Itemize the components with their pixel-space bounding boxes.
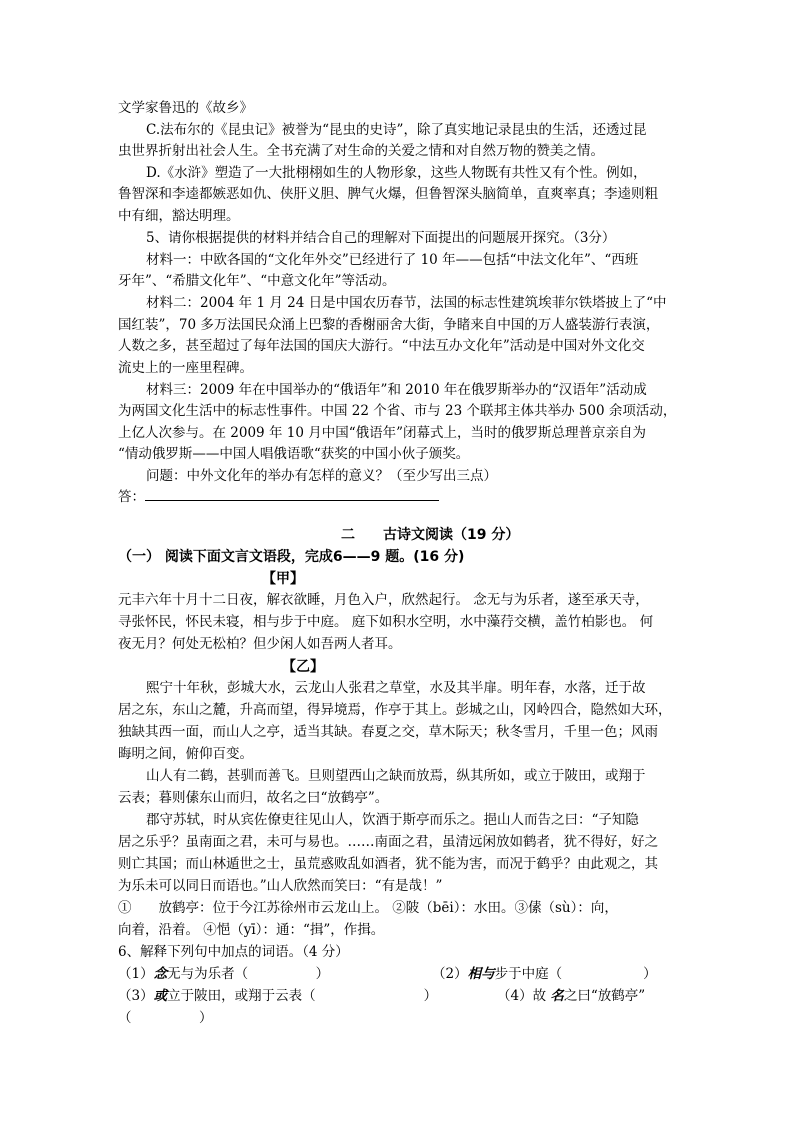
q6-item-2-text[interactable]: 步于中庭（ ）: [494, 966, 657, 982]
material-3-line-1: 材料三：2009 年在中国举办的“俄语年”和 2010 年在俄罗斯举办的“汉语年”活动成: [146, 382, 647, 398]
option-b-tail: 文学家鲁迅的《故乡》: [118, 100, 253, 116]
q6-item-4-key-word: 名: [550, 988, 564, 1004]
yi-label: 【乙】: [282, 659, 324, 675]
q6-item-3-text[interactable]: 立于陂田，或翔于云表（ ）: [167, 988, 438, 1004]
option-d-line-1: D.《水浒》塑造了一大批栩栩如生的人物形象，这些人物既有共性又有个性。例如，: [146, 165, 647, 181]
option-c-line-1: C.法布尔的《昆虫记》被誉为“昆虫的史诗”，除了真实地记录昆虫的生活，还透过昆: [146, 122, 647, 138]
answer-label: 答：: [118, 489, 145, 505]
yi-line-4: 晦明之间，俯仰百变。: [118, 746, 253, 762]
jia-line-1: 元丰六年十月十二日夜，解衣欲睡，月色入户，欣然起行。 念无与为乐者，遂至承天寺，: [118, 592, 649, 608]
option-c-line-2: 虫世界折射出社会人生。全书充满了对生命的关爱之情和对自然万物的赞美之情。: [118, 143, 604, 159]
notes-line-1: ① 放鹤亭：位于今江苏徐州市云龙山上。 ②陂（bēi）：水田。③傃（sù）：向，: [118, 900, 618, 916]
q6-item-4-text: 之曰“放鹤亭”: [563, 988, 646, 1004]
yi-line-8: 居之乐乎？虽南面之君，未可与易也。……南面之君，虽清远闲放如鹤者，犹不得好，好之: [118, 834, 658, 850]
q6-item-4-blank[interactable]: （ ）: [118, 1010, 213, 1026]
yi-line-10: 为乐未可以同日而语也。”山人欣然而笑曰：“有是哉！”: [118, 878, 443, 894]
option-d-line-2: 鲁智深和李逵都嫉恶如仇、侠肝义胆、脾气火爆，但鲁智深头脑简单，直爽率真；李逵则粗: [118, 186, 658, 202]
q6-item-2: [432, 964, 657, 984]
jia-line-2: 寻张怀民，怀民未寝，相与步于中庭。 庭下如积水空明，水中藻荇交横，盖竹柏影也。 何: [118, 614, 654, 630]
q6-item-1-text[interactable]: 无与为乐者（ ）: [167, 966, 330, 982]
yi-line-2: 居之东，东山之麓，升高而望，得异境焉，作亭于其上。彭城之山，冈岭四合，隐然如大环，: [118, 702, 672, 718]
q6-item-4-number: （4）故: [497, 988, 551, 1004]
q6-prompt: 6、解释下列句中加点的词语。（4 分）: [118, 944, 349, 960]
material-1-line-1: 材料一：中欧各国的“文化年外交”已经进行了 10 年——包括“中法文化年”、“西班: [146, 252, 639, 268]
material-2-line-1: 材料二：2004 年 1 月 24 日是中国农历春节，法国的标志性建筑埃菲尔铁塔披上了“中: [146, 295, 667, 311]
answer-row: [118, 486, 439, 507]
material-2-line-4: 流史上的一座里程碑。: [118, 360, 253, 376]
q6-item-3-number: （3）: [118, 988, 154, 1004]
jia-label: 【甲】: [262, 571, 304, 587]
material-2-line-3: 人数之多，甚至超过了每年法国的国庆大游行。“中法互办文化年”活动是中国对外文化交: [118, 338, 645, 354]
yi-line-7: 郡守苏轼，时从宾佐僚吏往见山人，饮酒于斯亭而乐之。挹山人而告之曰：“子知隐: [146, 812, 639, 828]
q6-item-4: [497, 986, 645, 1006]
section-heading: 二 古诗文阅读（19 分）: [341, 527, 520, 543]
q6-item-1-key-word: 念: [153, 966, 168, 982]
material-3-line-2: 为两国文化生活中的标志性事件。中国 22 个省、市与 23 个联邦主体共举办 500 余项活动，: [118, 403, 677, 419]
yi-line-9: 则亡其国；而山林遁世之士，虽荒惑败乱如酒者，犹不能为害，而况于鹤乎？由此观之，其: [118, 856, 658, 872]
material-1-line-2: 牙年”、“希腊文化年”、“中意文化年”等活动。: [118, 273, 396, 289]
option-d-line-3: 中有细，豁达明理。: [118, 208, 240, 224]
notes-line-2: 向着，沿着。 ④悒（yī）：通：“揖”，作揖。: [118, 922, 385, 938]
q6-item-3-key-word: 或: [153, 988, 168, 1004]
q6-item-2-number: （2）: [432, 966, 468, 982]
q5-prompt: 5、请你根据提供的材料并结合自己的理解对下面提出的问题展开探究。（3分）: [146, 230, 616, 246]
material-3-line-4: “情动俄罗斯——中国人唱俄语歌“获奖的中国小伙子颁奖。: [118, 446, 470, 462]
yi-line-3: 独缺其西一面，而山人之亭，适当其缺。春夏之交，草木际天；秋冬雪月，千里一色；风雨: [118, 724, 658, 740]
jia-line-3: 夜无月？何处无松柏？但少闲人如吾两人者耳。: [118, 636, 402, 652]
q6-item-1-number: （1）: [118, 966, 154, 982]
answer-blank[interactable]: [145, 486, 439, 501]
yi-line-6: 云表；暮则傃东山而归，故名之曰“放鹤亭”。: [118, 790, 389, 806]
q6-item-2-key-word: 相与: [467, 966, 495, 982]
material-3-line-3: 上亿人次参与。在 2009 年 10 月中国“俄语年”闭幕式上，当时的俄罗斯总理普京亲自为: [118, 425, 647, 441]
material-2-line-2: 国红装”，70 多万法国民众涌上巴黎的香榭丽舍大街，争睹来自中国的万人盛装游行表演，: [118, 317, 660, 333]
q6-item-1: [118, 964, 329, 984]
q6-item-3: [118, 986, 437, 1006]
yi-line-5: 山人有二鹤，甚驯而善飞。旦则望西山之缺而放焉，纵其所如，或立于陂田，或翔于: [146, 768, 646, 784]
sub-heading: （一） 阅读下面文言文语段，完成6——9 题。(16 分): [118, 549, 465, 565]
q5-question: 问题：中外文化年的举办有怎样的意义？（至少写出三点）: [146, 468, 497, 484]
yi-line-1: 熙宁十年秋，彭城大水，云龙山人张君之草堂，水及其半扉。明年春，水落，迁于故: [146, 680, 646, 696]
